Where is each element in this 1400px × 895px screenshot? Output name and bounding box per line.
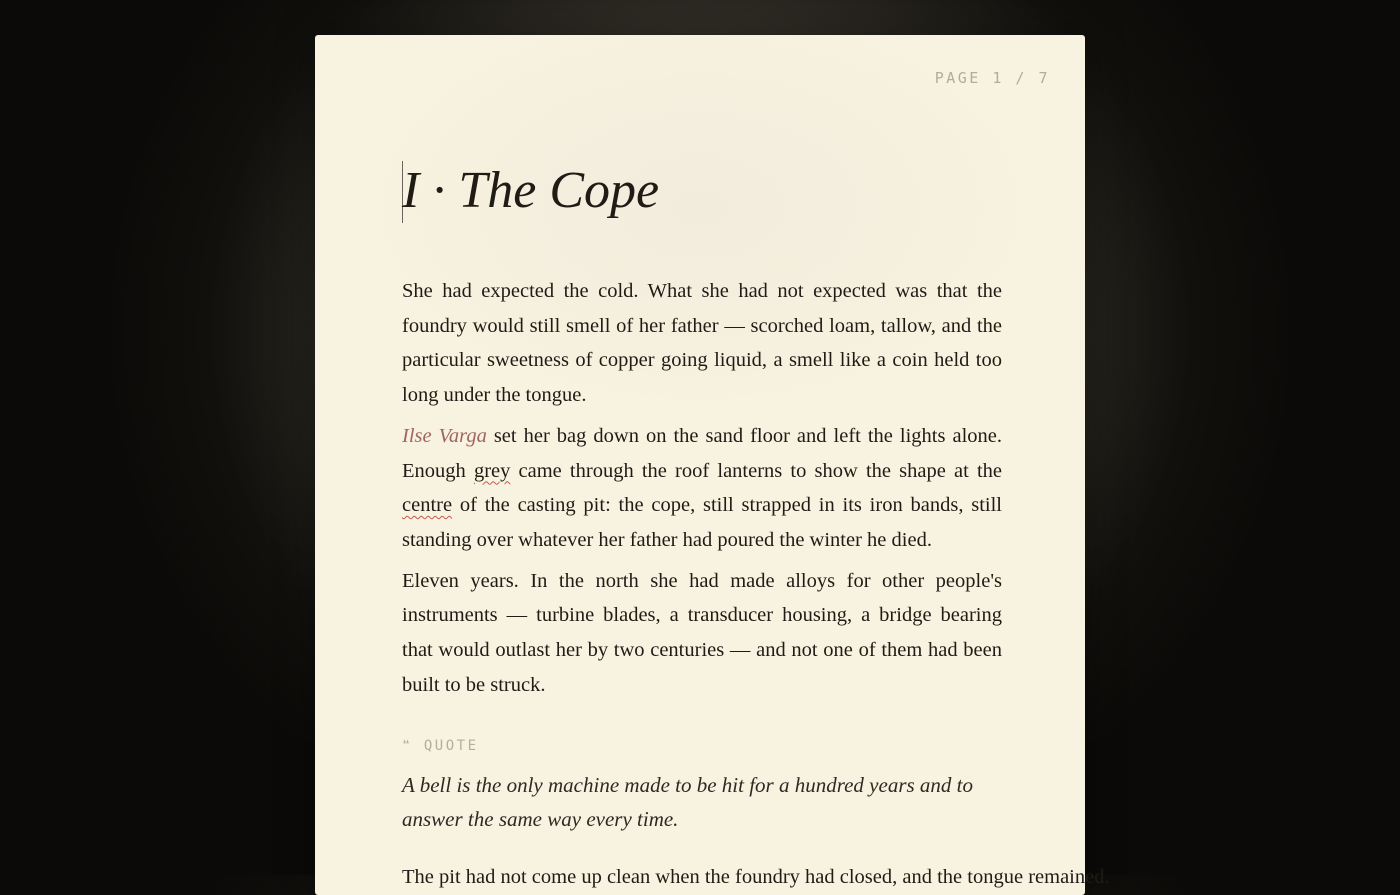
chapter-title[interactable]: I · The Cope — [402, 162, 660, 219]
spelling-flag[interactable]: grey — [473, 459, 511, 482]
quote-block[interactable]: A bell is the only machine made to be hit for a hundred years and to answer the same way every time. — [402, 773, 973, 831]
paragraph[interactable] — [402, 419, 1002, 558]
quote-block-label: ❝ QUOTE — [402, 738, 479, 754]
manuscript-page[interactable] — [315, 35, 1110, 895]
spelling-flag[interactable]: centre — [402, 494, 453, 517]
paragraph[interactable]: Eleven years. In the north she had made alloys for other people's instruments — turbine blades, a transducer housing, a bridge bearing that would outlast her by two centuries — and not one of them had been built to be struck. — [402, 569, 1002, 696]
body-text[interactable] — [402, 274, 1002, 708]
paragraph[interactable]: She had expected the cold. What she had not expected was that the foundry would still smell of her father — scorched loam, tallow, and the particular sweetness of copper going liquid, a smell like a coin held too long under the tongue. — [402, 280, 1002, 407]
paragraph[interactable]: The pit had not come up clean when the foundry had closed, and the tongue remained. — [402, 866, 1110, 888]
paragraph-text: of the casting pit: the cope, still strapped in its iron bands, still standing over whatever her father had poured the winter he died. — [402, 494, 1002, 551]
paragraph-text: set her bag down on the sand floor and left the lights alone. Enough — [402, 424, 1002, 482]
character-name-link[interactable]: Ilse Varga — [402, 424, 487, 447]
paragraph-text: came through the roof lanterns to show the shape at the — [510, 459, 1002, 482]
page-indicator: PAGE 1 / 7 — [934, 69, 1050, 87]
